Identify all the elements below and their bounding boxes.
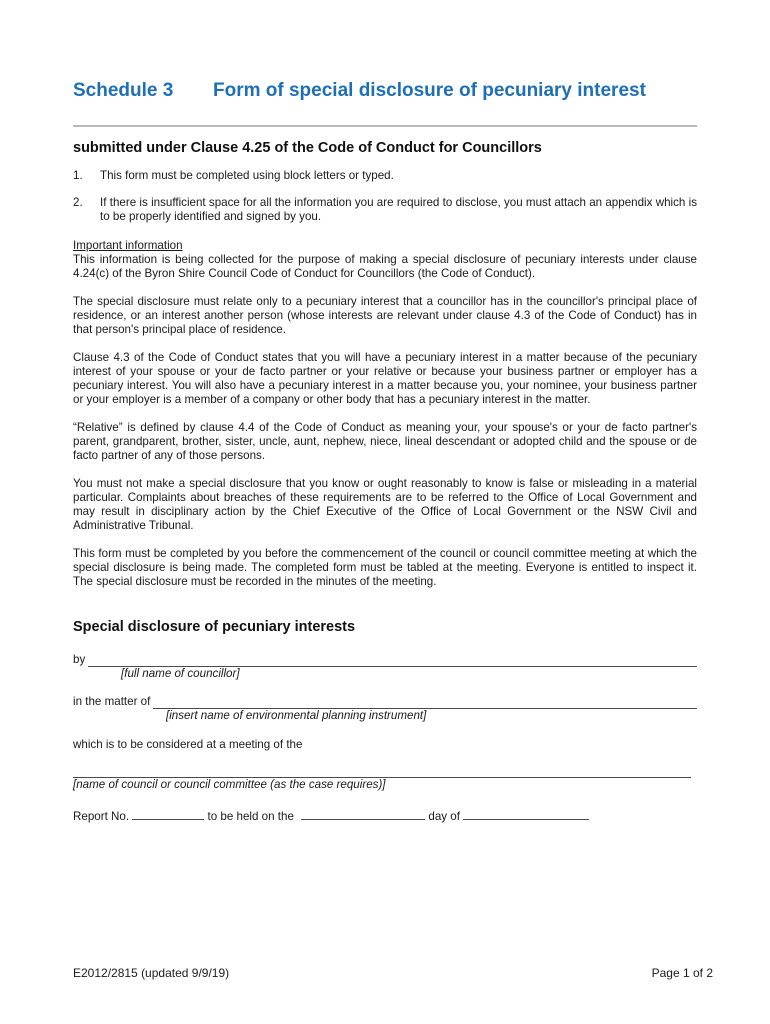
meeting-field	[73, 738, 697, 752]
title-row	[73, 80, 697, 102]
report-label: Report No.	[73, 810, 130, 823]
document-reference: E2012/2815 (updated 9/9/19)	[73, 966, 230, 980]
report-field	[73, 808, 697, 824]
meeting-month-input[interactable]	[463, 808, 589, 820]
matter-input[interactable]	[153, 697, 697, 709]
important-information	[73, 239, 697, 603]
councillor-name-field	[73, 653, 697, 681]
title-divider	[73, 125, 697, 127]
list-text: This form must be completed using block letters or typed.	[100, 169, 394, 182]
list-item	[73, 196, 697, 224]
day-label: day of	[428, 810, 460, 823]
report-number-input[interactable]	[132, 808, 204, 820]
important-intro	[73, 239, 697, 281]
councillor-name-hint: [full name of councillor]	[121, 667, 240, 680]
important-heading: Important information	[73, 239, 183, 252]
paragraph: Clause 4.3 of the Code of Conduct states that you will have a pecuniary interest in a matter because of the pecuniary interest of your spouse or your de facto partner or your relative or because your business partner or employer has a pecuniary interest. You will also have a pecuniary interest in a matter because you, your nominee, your business partner or your employer is a member of a company or other body that has a pecuniary interest in the matter.	[73, 351, 697, 406]
paragraph: The special disclosure must relate only to a pecuniary interest that a councillor has in the councillor's principal place of residence, or an interest another person (whose interests are relevant under clause 4.3 of the Code of Conduct) has in that person's principal place of residence.	[73, 295, 697, 336]
schedule-number: Schedule 3	[73, 80, 174, 101]
council-field	[73, 766, 697, 792]
council-input[interactable]	[73, 766, 691, 778]
list-number: 1.	[73, 169, 83, 182]
list-number: 2.	[73, 196, 83, 209]
by-label: by	[73, 653, 86, 666]
meeting-date-input[interactable]	[301, 808, 425, 820]
list-text: If there is insufficient space for all the information you are required to disclose, you must attach an appendix which is to be properly identified and signed by you.	[100, 196, 697, 223]
council-hint: [name of council or council committee (as the case requires)]	[73, 778, 386, 791]
matter-field	[73, 695, 697, 723]
paragraph: This form must be completed by you before the commencement of the council or council committee meeting at which the special disclosure is being made. The completed form must be tabled at the meeting. Everyone is entitled to inspect it. The special disclosure must be recorded in the minutes of the meeting.	[73, 547, 697, 588]
section-heading: Special disclosure of pecuniary interests	[73, 619, 356, 635]
important-intro-text: This information is being collected for the purpose of making a special disclosure of pecuniary interests under clause 4.24(c) of the Byron Shire Council Code of Conduct for Councillors (the Code of Conduct).	[73, 253, 697, 280]
subtitle: submitted under Clause 4.25 of the Code of Conduct for Councillors	[73, 140, 542, 156]
held-label: to be held on the	[207, 810, 294, 823]
paragraph: “Relative” is defined by clause 4.4 of the Code of Conduct as meaning your, your spouse's or your de facto partner's parent, grandparent, brother, sister, uncle, aunt, nephew, niece, lineal descendant or adopted child and the spouse or de facto partner of any of those persons.	[73, 421, 697, 462]
paragraph: You must not make a special disclosure that you know or ought reasonably to know is false or misleading in a material particular. Complaints about breaches of these requirements are to be referred to the Office of Local Government and may result in disciplinary action by the Chief Executive of the Office of Local Government or the NSW Civil and Administrative Tribunal.	[73, 477, 697, 532]
instruction-list	[73, 169, 697, 237]
councillor-name-input[interactable]	[88, 655, 697, 667]
list-item	[73, 169, 697, 183]
page-title: Form of special disclosure of pecuniary interest	[213, 80, 646, 101]
page-footer	[73, 966, 713, 980]
page-number: Page 1 of 2	[651, 966, 713, 980]
matter-label: in the matter of	[73, 695, 151, 708]
meeting-label: which is to be considered at a meeting of the	[73, 738, 303, 751]
matter-hint: [insert name of environmental planning instrument]	[166, 709, 427, 722]
